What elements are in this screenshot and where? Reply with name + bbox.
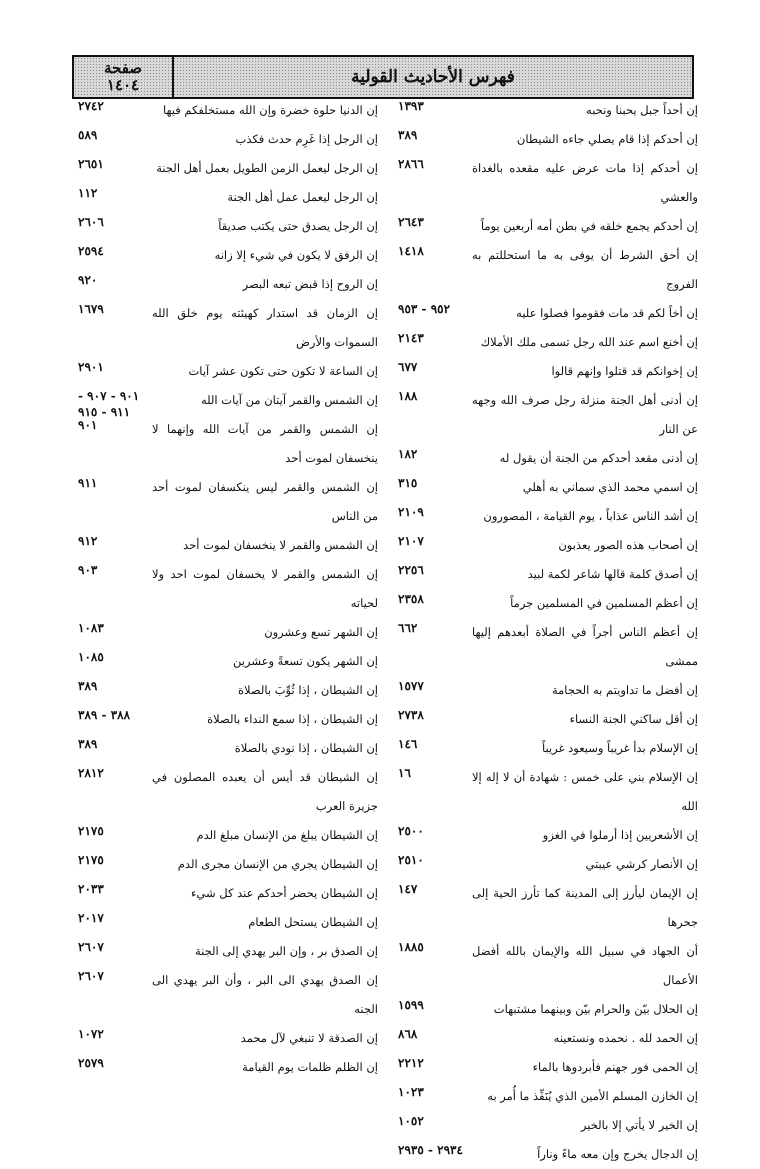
hadith-text: إن الصدقة لا تنبغي لآل محمد [240,1031,378,1045]
hadith-text: إن الشيطان ، إذا سمع النداء بالصلاة [207,712,378,726]
hadith-text: إن الشمس والقمر لا يخسفان لموت احد ولا لحياته [152,567,378,610]
hadith-text: إن اسمي محمد الذي سماني به أهلي [522,480,698,494]
index-entry [78,850,378,879]
index-entry [78,415,378,473]
index-entry [78,560,378,618]
hadith-text: إن الإسلام بني على خمس : شهادة أن لا إله إلا الله [472,770,698,813]
hadith-text: إن الشيطان ، إذا نودي بالصلاة [234,741,378,755]
page-reference: ٢٥١٠ [398,853,424,867]
page-reference: ١٨٢ [398,447,418,461]
hadith-text: إن الأنصار كرشي عيبتي [585,857,698,871]
hadith-text: إن الشمس والقمر من آيات الله وإنهما لا ينخسفان لموت أحد [152,422,378,465]
hadith-text: إن الصدق يهدي الى البر ، وأن البر يهدي الى الجنه [152,973,378,1016]
index-entry [398,502,698,531]
hadith-text: إن الخير لا يأتي إلا بالخير [580,1118,698,1132]
hadith-text: إن الشيطان قد أيس أن يعبده المصلون في جزيرة العرب [152,770,378,813]
index-entry [398,705,698,734]
page-reference: ١٥٧٧ [398,679,424,693]
hadith-text: إن إخوانكم قد قتلوا وإنهم قالوا [551,364,698,378]
page-reference: ١٠٥٢ [398,1114,424,1128]
page-reference: ٢٣٥٨ [398,592,424,606]
page-reference: ١٠٢٣ [398,1085,424,1099]
page-reference: ١٨٨٥ [398,940,424,954]
hadith-text: إن الإيمان ليأرز إلى المدينة كما تأرز الحية إلى جحرها [472,886,698,929]
index-entry [78,676,378,705]
page-reference: ٢٠٣٣ [78,882,104,896]
index-entry [398,1140,698,1169]
index-entry [78,879,378,908]
hadith-text: إن أحدكم إذا مات عرض عليه مقعده بالغداة والعشي [472,161,698,204]
hadith-text: إن الشيطان يحضر أحدكم عند كل شيء [191,886,378,900]
index-entry [78,125,378,154]
page-reference: ٢٥٠٠ [398,824,424,838]
page-reference: ٢٦٥١ [78,157,104,171]
hadith-text: إن الشيطان يبلغ من الإنسان مبلغ الدم [196,828,378,842]
page-reference: ٢١٤٣ [398,331,424,345]
hadith-text: إن أدنى أهل الجنة منزلة رجل صرف الله وجهه عن النار [472,393,698,436]
hadith-text: إن الزمان قد استدار كهيئته يوم خلق الله السموات والأرض [152,306,378,349]
page-reference: ٦٦٢ [398,621,418,635]
page-reference: ٨٦٨ [398,1027,418,1041]
page-reference: ٢٥٩٤ [78,244,104,258]
hadith-text: إن أشد الناس عذاباً ، يوم القيامة ، المصورون [483,509,698,523]
page-reference: ٢٨٦٦ [398,157,424,171]
hadith-text: إن الرجل يصدق حتى يكتب صديقاً [218,219,378,233]
index-entry [398,212,698,241]
page-reference: ٥٨٩ [78,128,98,142]
page-reference: ٢٩٣٤ - ٢٩٣٥ [398,1143,463,1157]
page-reference: ٢٥٧٩ [78,1056,104,1070]
page-reference: ٢٧٤٢ [78,99,104,113]
hadith-text: إن الشمس والقمر ليس ينكسفان لموت أحد من الناس [152,480,378,523]
page-reference: ١٣٩٣ [398,99,424,113]
page-reference: ٢٨١٢ [78,766,104,780]
page-reference: ١٠٧٢ [78,1027,104,1041]
page-reference: ٢٢٥٦ [398,563,424,577]
hadith-text: إن الرفق لا يكون في شيء إلا زانه [214,248,378,262]
page-reference: ٢١٠٩ [398,505,424,519]
index-entry [78,1053,378,1082]
page-reference: ٢١٧٥ [78,853,104,867]
hadith-text: إن الساعة لا تكون حتى تكون عشر آيات [188,364,378,378]
index-entry [398,589,698,618]
page-label: صفحة [103,59,143,77]
index-entry [398,850,698,879]
index-entry [78,821,378,850]
index-entry [398,154,698,212]
page-reference: ٩١٢ [78,534,98,548]
index-entry [78,154,378,183]
hadith-text: إن أعظم المسلمين في المسلمين جرماً [510,596,698,610]
page-reference: ١١٢ [78,186,98,200]
page-reference: ٣١٥ [398,476,418,490]
index-entry [398,241,698,299]
index-entry [78,734,378,763]
hadith-text: إن الأشعريين إذا أرملوا في الغزو [542,828,698,842]
hadith-text: إن الشيطان يجري من الإنسان مجرى الدم [177,857,378,871]
index-entry [78,531,378,560]
index-entry [398,734,698,763]
index-entry [398,531,698,560]
page-reference: ٢٦٠٧ [78,940,104,954]
page-number-box [74,57,174,97]
index-entry [398,328,698,357]
hadith-text: إن الإسلام بدأ غريباً وسيعود غريباً [541,741,698,755]
index-entry [398,473,698,502]
hadith-text: إن الشمس والقمر آيتان من آيات الله [200,393,378,407]
page-reference: ٩٠٣ [78,563,98,577]
page-reference: ١٥٩٩ [398,998,424,1012]
index-entry [398,1024,698,1053]
page-title: فهرس الأحاديث القولية [351,67,515,87]
index-entry [398,1082,698,1111]
page-reference: ٩١١ [78,476,98,490]
page-reference: ٩٢٠ [78,273,98,287]
page-reference: ٣٨٨ - ٣٨٩ [78,708,131,722]
page-reference: ٩٥٢ - ٩٥٣ [398,302,451,316]
hadith-text: إن أحدكم يجمع خلقه في بطن أمه أربعين يوماً [480,219,698,233]
left-column [78,96,378,1082]
hadith-text: إن الشيطان ، إذا ثُوِّبَ بالصلاة [238,683,378,697]
index-entry [78,966,378,1024]
index-entry [78,1024,378,1053]
index-entry [78,386,378,419]
page-reference: ٢٠١٧ [78,911,104,925]
hadith-text: إن الدجال يخرج وإن معه ماءً وناراً [537,1147,698,1161]
page-reference: ٣٨٩ [78,679,98,693]
right-column [398,96,698,1169]
hadith-text: إن الشيطان يستحل الطعام [248,915,378,929]
index-entry [398,618,698,676]
page-reference: ١٨٨ [398,389,418,403]
index-entry [398,444,698,473]
index-entry [78,473,378,531]
hadith-text: إن الرجل ليعمل الزمن الطويل بعمل أهل الجنة [156,161,378,175]
hadith-text: أن الجهاد في سبيل الله والإيمان بالله أفضل الأعمال [472,944,698,987]
index-entry [398,357,698,386]
page-reference: ٢٦٠٦ [78,215,104,229]
page-reference: ٢١٠٧ [398,534,424,548]
index-entry [398,821,698,850]
index-entry [398,386,698,444]
page-reference: ٩٠١ [78,418,98,432]
hadith-text: إن الرجل ليعمل عمل أهل الجنة [227,190,378,204]
index-entry [78,212,378,241]
index-entry [398,96,698,125]
hadith-text: إن أدنى مقعد أحدكم من الجنة أن يقول له [499,451,698,465]
index-entry [398,299,698,328]
page-reference: ٢١٧٥ [78,824,104,838]
index-entry [78,647,378,676]
index-entry [78,96,378,125]
hadith-text: إن أفضل ما تداويتم به الحجامة [551,683,698,697]
page-reference: ١٤٦ [398,737,418,751]
page-number: ١٤٠٤ [106,76,140,94]
hadith-text: إن أعظم الناس أجراً في الصلاة أبعدهم إليها ممشى [472,625,698,668]
index-entry [398,995,698,1024]
index-entry [78,241,378,270]
index-entry [78,763,378,821]
page-reference: ٢٦٤٣ [398,215,424,229]
page-reference: ٢٢١٢ [398,1056,424,1070]
index-entry [398,763,698,821]
index-entry [398,676,698,705]
page-reference: ١٤٧ [398,882,418,896]
page-reference: ٢٧٣٨ [398,708,424,722]
page-reference: ٦٧٧ [398,360,418,374]
hadith-text: إن أحدكم إذا قام يصلي جاءه الشيطان [516,132,698,146]
hadith-text: إن الحمد لله . نحمده ونستعينه [553,1031,698,1045]
hadith-text: إن الشهر يكون تسعةً وعشرين [233,654,378,668]
page-reference: ٣٨٩ [78,737,98,751]
hadith-text: إن أحداً جبل يحبنا ونحبه [586,103,698,117]
hadith-text: إن الظلم ظلمات يوم القيامة [242,1060,378,1074]
hadith-text: إن الخازن المسلم الأمين الذي يُنَفِّذ ما أُمر به [487,1089,698,1103]
hadith-text: إن الصدق بر ، وإن البر يهدي إلى الجنة [194,944,378,958]
hadith-text: إن أقل ساكني الجنة النساء [569,712,698,726]
page-reference: ١٠٨٣ [78,621,104,635]
index-entry [78,299,378,357]
page-reference: ١٠٨٥ [78,650,104,664]
page-reference: ٣٨٩ [398,128,418,142]
hadith-text: إن الحمى فور جهنم فأبردوها بالماء [532,1060,698,1074]
page-reference: ٩٠١ - ٩٠٧ - ٩١١ - ٩١٥ [78,389,140,419]
hadith-text: إن الحلال بيّن والحرام بيّن وبينهما مشتبهات [493,1002,698,1016]
hadith-text: إن الروح إذا قبض تبعه البصر [242,277,378,291]
page-reference: ٢٩٠١ [78,360,104,374]
index-entry [398,937,698,995]
index-entry [398,879,698,937]
index-entry [78,705,378,734]
index-entry [398,1053,698,1082]
hadith-text: إن الشمس والقمر لا ينخسفان لموت أحد [183,538,378,552]
hadith-text: إن الدنيا حلوة خضرة وإن الله مستخلفكم فيها [162,103,378,117]
page-header [72,55,694,99]
hadith-text: إن الشهر تسع وعشرون [264,625,378,639]
hadith-text: إن أخنع اسم عند الله رجل تسمى ملك الأملاك [480,335,698,349]
page-reference: ١٦٧٩ [78,302,104,316]
page-reference: ١٤١٨ [398,244,424,258]
index-entry [398,125,698,154]
page-reference: ٢٦٠٧ [78,969,104,983]
index-entry [398,560,698,589]
index-entry [78,357,378,386]
hadith-text: إن أصدق كلمة قالها شاعر لكمة لبيد [527,567,698,581]
index-entry [78,937,378,966]
index-entry [78,183,378,212]
hadith-text: إن أخاً لكم قد مات فقوموا فصلوا عليه [516,306,698,320]
index-entry [78,908,378,937]
hadith-text: إن الرجل إذا غَرِم حدث فكذب [235,132,378,146]
index-entry [78,618,378,647]
hadith-text: إن أصحاب هذه الصور يعذبون [558,538,698,552]
page-reference: ١٦ [398,766,411,780]
index-entry [78,270,378,299]
hadith-text: إن أحق الشرط أن يوفى به ما استحللتم به الفروج [472,248,698,291]
index-entry [398,1111,698,1140]
